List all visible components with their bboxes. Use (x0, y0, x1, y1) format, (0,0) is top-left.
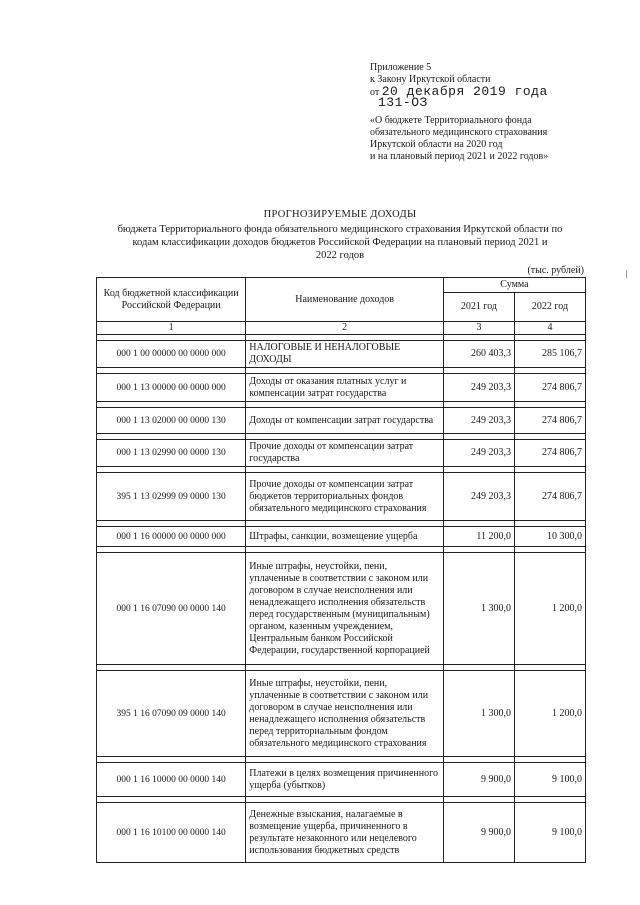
row-code: 395 1 13 02999 09 0000 130 (97, 473, 246, 521)
row-code: 000 1 00 00000 00 0000 000 (97, 341, 246, 368)
row-code: 000 1 13 02990 00 0000 130 (97, 440, 246, 467)
header-code: Код бюджетной классификации Российской Федерации (97, 278, 246, 322)
margin-mark (626, 270, 627, 278)
table-row (97, 527, 586, 547)
row-code: 000 1 16 07090 00 0000 140 (97, 553, 246, 665)
table-body (97, 335, 586, 863)
row-name: Денежные взыскания, налагаемые в возмещение ущерба, причиненного в результате незаконного или нецелевого использования бюджетных средств (246, 803, 444, 863)
row-name: Штрафы, санкции, возмещение ущерба (246, 527, 444, 547)
row-value-2022: 274 806,7 (514, 408, 585, 434)
row-value-2021: 249 203,3 (443, 374, 514, 402)
table-row (97, 553, 586, 665)
row-value-2021: 9 900,0 (443, 803, 514, 863)
table-row (97, 671, 586, 757)
row-value-2021: 249 203,3 (443, 408, 514, 434)
header-2022: 2022 год (514, 293, 585, 322)
appendix-from-prefix: от (370, 87, 380, 98)
document-subtitle-line: кодам классификации доходов бюджетов Российской Федерации на плановый период 2021 и (132, 237, 548, 248)
header-sum: Сумма (443, 278, 585, 293)
row-value-2022: 10 300,0 (514, 527, 585, 547)
appendix-label: Приложение 5 (370, 62, 432, 73)
appendix-header (370, 62, 548, 163)
col-number: 3 (443, 322, 514, 335)
table-row (97, 341, 586, 368)
row-value-2021: 1 300,0 (443, 553, 514, 665)
row-name: НАЛОГОВЫЕ И НЕНАЛОГОВЫЕ ДОХОДЫ (246, 341, 444, 368)
row-code: 000 1 16 00000 00 0000 000 (97, 527, 246, 547)
row-value-2021: 249 203,3 (443, 473, 514, 521)
appendix-title-line: Иркутской области на 2020 год (370, 139, 503, 150)
row-name: Иные штрафы, неустойки, пени, уплаченные в соответствии с законом или договором в случае неисполнения или ненадлежащего исполнения обязательств перед государственным (муниципальным) органом, казенным учреждением, Центральным банком Российской Федерации, государственной корпорацией (246, 553, 444, 665)
header-name: Наименование доходов (246, 278, 444, 322)
appendix-date: 20 декабря 2019 года (381, 84, 548, 99)
table-row (97, 473, 586, 521)
row-code: 395 1 16 07090 09 0000 140 (97, 671, 246, 757)
table-row (97, 763, 586, 797)
row-code: 000 1 13 00000 00 0000 000 (97, 374, 246, 402)
row-value-2021: 260 403,3 (443, 341, 514, 368)
row-name: Доходы от оказания платных услуг и компенсации затрат государства (246, 374, 444, 402)
table-row (97, 803, 586, 863)
col-number: 2 (246, 322, 444, 335)
document-subtitle-line: 2022 годов (315, 250, 365, 261)
document-title: ПРОГНОЗИРУЕМЫЕ ДОХОДЫ (263, 209, 417, 220)
row-name: Иные штрафы, неустойки, пени, уплаченные в соответствии с законом или договором в случае неисполнения или ненадлежащего исполнения обязательств перед территориальным фондом обязательного медицинского страхования (246, 671, 444, 757)
row-name: Платежи в целях возмещения причиненного ущерба (убытков) (246, 763, 444, 797)
row-value-2022: 9 100,0 (514, 803, 585, 863)
appendix-title-line: и на плановый период 2021 и 2022 годов» (370, 151, 549, 162)
appendix-title-line: обязательного медицинского страхования (370, 127, 548, 138)
row-value-2021: 11 200,0 (443, 527, 514, 547)
row-name: Прочие доходы от компенсации затрат бюджетов территориальных фондов обязательного медицинского страхования (246, 473, 444, 521)
table-row (97, 440, 586, 467)
document-subtitle-line: бюджета Территориального фонда обязательного медицинского страхования Иркутской области по (117, 224, 563, 235)
appendix-law-title (370, 115, 548, 163)
col-number: 4 (514, 322, 585, 335)
revenue-table (96, 277, 586, 863)
row-value-2022: 274 806,7 (514, 440, 585, 467)
table-row (97, 374, 586, 402)
col-number: 1 (97, 322, 246, 335)
row-code: 000 1 16 10000 00 0000 140 (97, 763, 246, 797)
appendix-number: 131-ОЗ (378, 95, 428, 110)
row-value-2022: 274 806,7 (514, 374, 585, 402)
appendix-title-line: «О бюджете Территориального фонда (370, 115, 532, 126)
row-value-2022: 1 200,0 (514, 671, 585, 757)
row-value-2022: 274 806,7 (514, 473, 585, 521)
document-heading (60, 208, 620, 262)
row-value-2021: 1 300,0 (443, 671, 514, 757)
units-label: (тыс. рублей) (527, 265, 584, 276)
appendix-law-ref: к Закону Иркутской области (370, 74, 491, 85)
row-value-2021: 9 900,0 (443, 763, 514, 797)
row-value-2022: 9 100,0 (514, 763, 585, 797)
row-name: Доходы от компенсации затрат государства (246, 408, 444, 434)
row-value-2022: 1 200,0 (514, 553, 585, 665)
row-code: 000 1 16 10100 00 0000 140 (97, 803, 246, 863)
table-row (97, 408, 586, 434)
row-name: Прочие доходы от компенсации затрат государства (246, 440, 444, 467)
row-code: 000 1 13 02000 00 0000 130 (97, 408, 246, 434)
header-2021: 2021 год (443, 293, 514, 322)
row-value-2021: 249 203,3 (443, 440, 514, 467)
row-value-2022: 285 106,7 (514, 341, 585, 368)
